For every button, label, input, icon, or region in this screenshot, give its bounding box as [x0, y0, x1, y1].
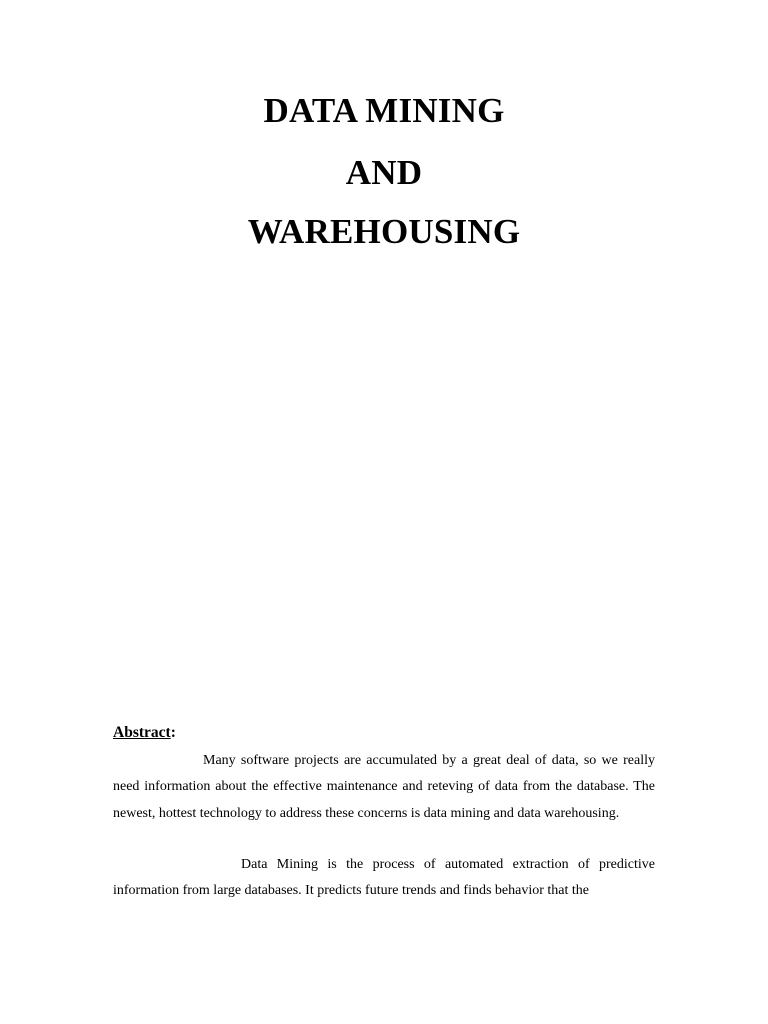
- abstract-paragraph-1: Many software projects are accumulated by a great deal of data, so we really need information about the effective maintenance and reteving of data from the database. The newest, hottest technology to address these concerns is data mining and data warehousing.: [113, 753, 655, 821]
- abstract-heading: [113, 722, 176, 744]
- title-line-1: DATA MINING: [263, 91, 505, 130]
- abstract-paragraph-2: Data Mining is the process of automated extraction of predictive information from large databases. It predicts future trends and finds behavior that the: [113, 857, 655, 899]
- title-line-3: WAREHOUSING: [247, 212, 521, 251]
- title-line-2: AND: [345, 153, 423, 192]
- abstract-heading-colon: :: [170, 724, 176, 741]
- abstract-heading-label: Abstract: [113, 724, 171, 741]
